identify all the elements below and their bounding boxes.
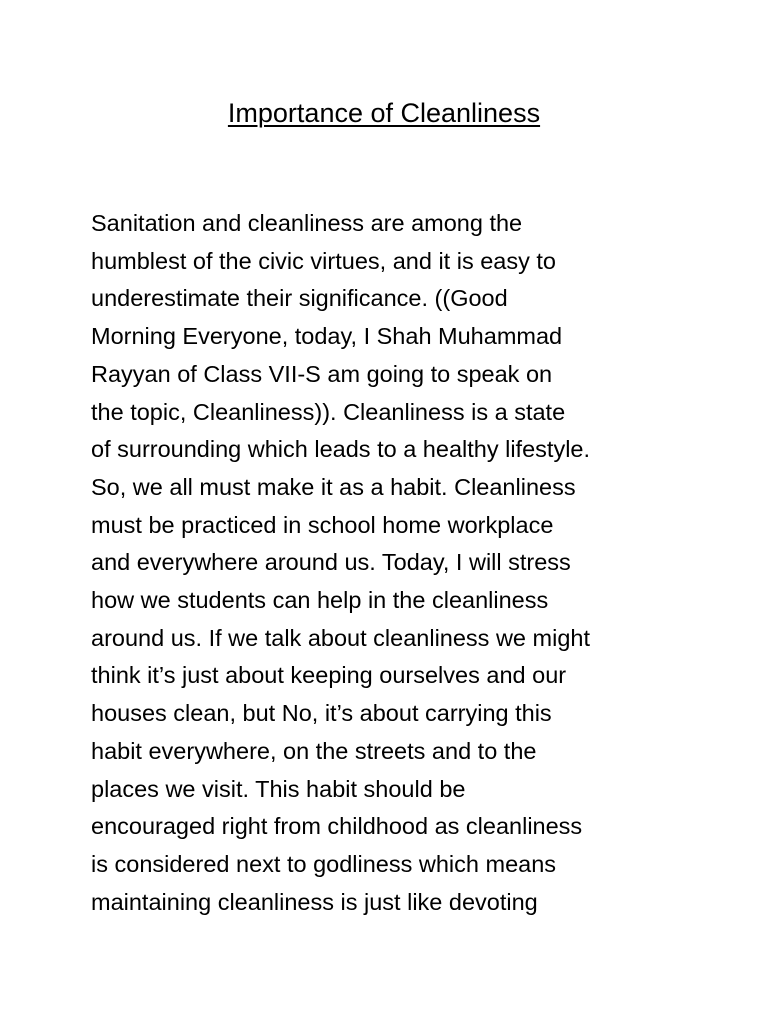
body-line: Rayyan of Class VII-S am going to speak on bbox=[91, 360, 553, 387]
body-line: how we students can help in the cleanliness bbox=[91, 587, 549, 614]
body-line: the topic, Cleanliness)). Cleanliness is a state bbox=[91, 398, 566, 425]
document-title: Importance of Cleanliness bbox=[227, 98, 541, 128]
body-line: of surrounding which leads to a healthy lifestyle. bbox=[91, 436, 591, 463]
body-line: underestimate their significance. ((Good bbox=[91, 285, 508, 312]
body-line: maintaining cleanliness is just like devoting bbox=[91, 888, 538, 915]
body-line: and everywhere around us. Today, I will stress bbox=[91, 549, 571, 576]
document-body bbox=[91, 205, 691, 921]
body-line: So, we all must make it as a habit. Cleanliness bbox=[91, 473, 576, 500]
body-line: is considered next to godliness which means bbox=[91, 850, 557, 877]
body-line: houses clean, but No, it’s about carrying this bbox=[91, 700, 552, 727]
body-line: think it’s just about keeping ourselves and our bbox=[91, 662, 567, 689]
body-line: habit everywhere, on the streets and to the bbox=[91, 737, 537, 764]
body-line: places we visit. This habit should be bbox=[91, 775, 466, 802]
body-line: around us. If we talk about cleanliness we might bbox=[91, 624, 590, 651]
body-line: humblest of the civic virtues, and it is easy to bbox=[91, 247, 556, 274]
body-line: must be practiced in school home workplace bbox=[91, 511, 554, 538]
body-line: Sanitation and cleanliness are among the bbox=[91, 210, 523, 236]
body-line: Morning Everyone, today, I Shah Muhammad bbox=[91, 323, 563, 350]
body-line: encouraged right from childhood as cleanliness bbox=[91, 813, 583, 840]
